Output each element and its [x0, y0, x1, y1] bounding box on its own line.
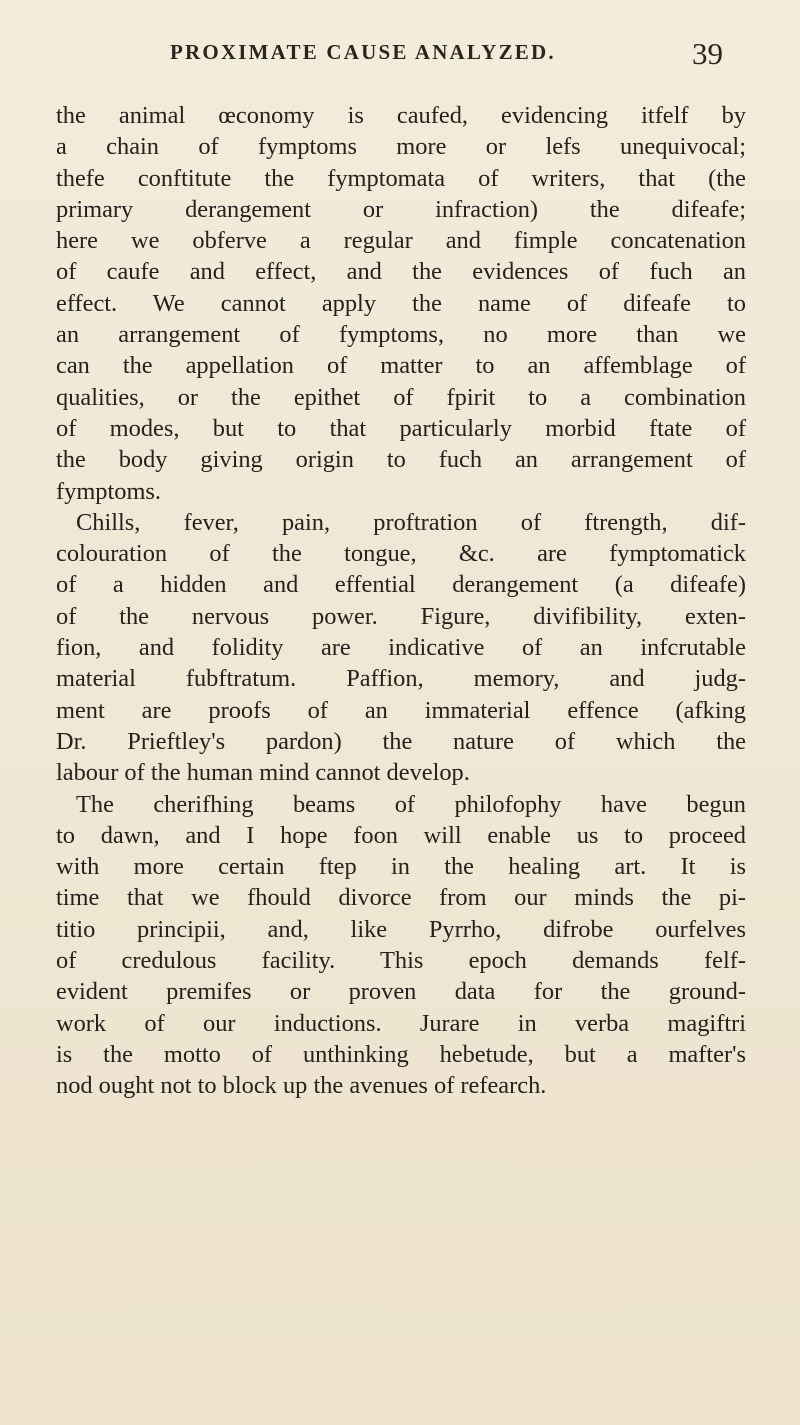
text-line: Dr. Prieftley's pardon) the nature of which the: [56, 727, 746, 755]
text-line: ment are proofs of an immaterial effence (afking: [56, 696, 746, 724]
text-line: to dawn, and I hope foon will enable us to proceed: [56, 821, 746, 849]
text-line: work of our inductions. Jurare in verba magiftri: [56, 1009, 746, 1037]
text-line: fion, and folidity are indicative of an infcrutable: [56, 634, 746, 662]
text-line: effect. We cannot apply the name of difeafe to: [56, 289, 746, 317]
text-line: an arrangement of fymptoms, no more than we: [56, 321, 746, 349]
text-line: evident premifes or proven data for the ground-: [56, 978, 746, 1006]
text-line: fymptoms.: [56, 477, 162, 505]
text-line: the body giving origin to fuch an arrangement of: [56, 446, 746, 474]
text-line: of a hidden and effential derangement (a difeafe): [56, 571, 746, 599]
paragraph-start-line: Chills, fever, pain, proftration of ftrength, dif-: [76, 508, 746, 536]
text-line: can the appellation of matter to an affemblage of: [56, 352, 746, 380]
text-line: of the nervous power. Figure, divifibility, exten-: [56, 602, 746, 630]
running-title: PROXIMATE CAUSE ANALYZED.: [170, 40, 556, 64]
page-number: 39: [692, 36, 723, 71]
text-line: of caufe and effect, and the evidences of fuch an: [56, 258, 746, 286]
paragraph-start-line: The cherifhing beams of philofophy have begun: [76, 790, 746, 818]
text-line: time that we fhould divorce from our minds the pi-: [56, 884, 746, 912]
text-line: of credulous facility. This epoch demands felf-: [56, 947, 746, 975]
text-line: qualities, or the epithet of fpirit to a combination: [56, 383, 746, 411]
text-line: the animal œconomy is caufed, evidencing itfelf by: [56, 102, 746, 129]
text-line: nod ought not to block up the avenues of refearch.: [56, 1072, 547, 1100]
text-line: titio principii, and, like Pyrrho, difrobe ourfelves: [56, 915, 746, 943]
text-line: colouration of the tongue, &c. are fymptomatick: [56, 540, 746, 568]
text-line: labour of the human mind cannot develop.: [56, 759, 470, 787]
text-line: primary derangement or infraction) the difeafe;: [56, 195, 746, 223]
text-line: a chain of fymptoms more or lefs unequivocal;: [56, 133, 746, 161]
text-line: material fubftratum. Paffion, memory, and judg-: [56, 665, 746, 693]
text-line: of modes, but to that particularly morbid ftate of: [56, 414, 746, 442]
text-line: thefe conftitute the fymptomata of writers, that (the: [56, 164, 746, 192]
text-line: with more certain ftep in the healing art. It is: [56, 853, 746, 881]
text-line: is the motto of unthinking hebetude, but a mafter's: [56, 1040, 746, 1068]
text-line: here we obferve a regular and fimple concatenation: [56, 227, 746, 255]
running-head: [0, 34, 800, 74]
body-text: [56, 100, 746, 1102]
